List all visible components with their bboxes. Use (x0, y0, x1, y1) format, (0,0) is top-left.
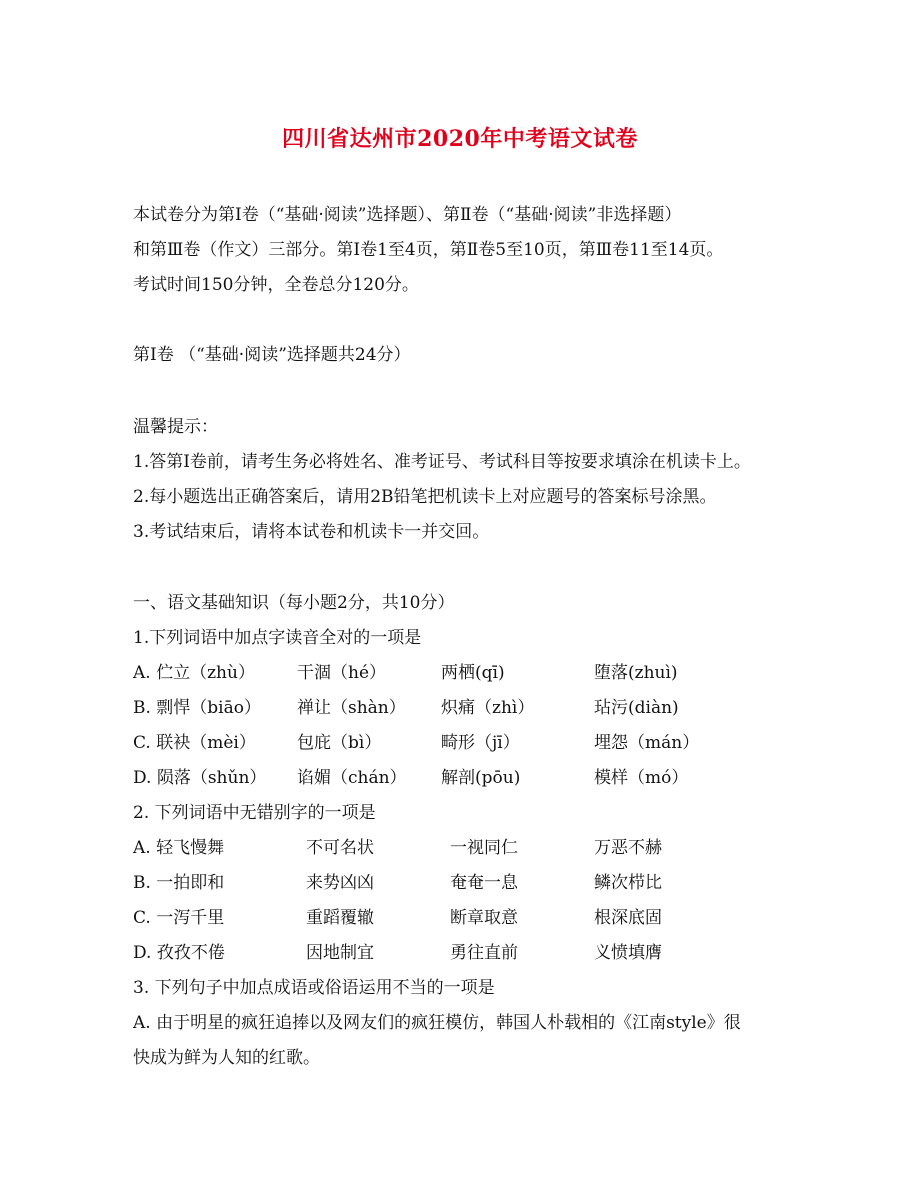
option-cell: 鳞次栉比 (594, 873, 662, 893)
option-cell: 义愤填膺 (594, 943, 662, 963)
option-cell: B. 剽悍（biāo） (133, 698, 261, 718)
tip-item: 3.考试结束后，请将本试卷和机读卡一并交回。 (133, 522, 490, 542)
option-cell: 堕落(zhuì) (594, 663, 678, 683)
option-cell: 一视同仁 (450, 838, 518, 858)
option-cell: 奄奄一息 (450, 873, 518, 893)
option-cell: 包庇（bì） (297, 733, 382, 753)
option-cell: 万恶不赫 (594, 838, 662, 858)
option-cell: D. 陨落（shǔn） (133, 768, 267, 788)
option-cell: A. 轻飞慢舞 (133, 838, 225, 858)
option-cell: A. 伫立（zhù） (133, 663, 255, 683)
option-cell: 玷污(diàn) (594, 698, 679, 718)
option-cell: 干涸（hé） (297, 663, 387, 683)
intro-line: 本试卷分为第Ⅰ卷（“基础·阅读”选择题）、第Ⅱ卷（“基础·阅读”非选择题） (133, 205, 682, 225)
section-heading: 第Ⅰ卷 （“基础·阅读”选择题共24分） (133, 345, 411, 365)
option-cell: 重蹈覆辙 (306, 908, 374, 928)
question-stem: 1.下列词语中加点字读音全对的一项是 (133, 628, 422, 648)
option-cell: 畸形（jī） (441, 733, 520, 753)
option-a-text: A. 由于明星的疯狂追捧以及网友们的疯狂模仿，韩国人朴载相的《江南style》很 (133, 1013, 741, 1033)
part-heading: 一、语文基础知识（每小题2分，共10分） (133, 593, 455, 613)
option-cell: 两栖(qī) (441, 663, 505, 683)
option-cell: 解剖(pōu) (441, 768, 521, 788)
option-cell: 因地制宜 (306, 943, 374, 963)
question-stem: 3. 下列句子中加点成语或俗语运用不当的一项是 (133, 978, 495, 998)
option-cell: D. 孜孜不倦 (133, 943, 225, 963)
intro-line: 和第Ⅲ卷（作文）三部分。第Ⅰ卷1至4页，第Ⅱ卷5至10页，第Ⅲ卷11至14页。 (133, 240, 724, 260)
option-cell: C. 联袂（mèi） (133, 733, 256, 753)
question-stem: 2. 下列词语中无错别字的一项是 (133, 803, 376, 823)
intro-line: 考试时间150分钟，全卷总分120分。 (133, 275, 419, 295)
option-cell: 炽痛（zhì） (441, 698, 535, 718)
option-cell: 模样（mó） (594, 768, 689, 788)
option-cell: 断章取意 (450, 908, 518, 928)
option-cell: 来势凶凶 (306, 873, 374, 893)
tip-item: 1.答第Ⅰ卷前，请考生务必将姓名、准考证号、考试科目等按要求填涂在机读卡上。 (133, 452, 751, 472)
option-cell: 禅让（shàn） (297, 698, 406, 718)
option-cell: 埋怨（mán） (594, 733, 700, 753)
option-cell: 不可名状 (306, 838, 374, 858)
option-cell: B. 一拍即和 (133, 873, 225, 893)
page-title: 四川省达州市2020年中考语文试卷 (282, 126, 638, 152)
option-cell: C. 一泻千里 (133, 908, 225, 928)
tip-item: 2.每小题选出正确答案后，请用2B铅笔把机读卡上对应题号的答案标号涂黑。 (133, 487, 717, 507)
option-cell: 勇往直前 (450, 943, 518, 963)
option-cell: 根深底固 (594, 908, 662, 928)
tips-heading: 温馨提示： (133, 417, 218, 437)
option-cell: 谄媚（chán） (297, 768, 407, 788)
option-a-text: 快成为鲜为人知的红歌。 (133, 1048, 320, 1068)
